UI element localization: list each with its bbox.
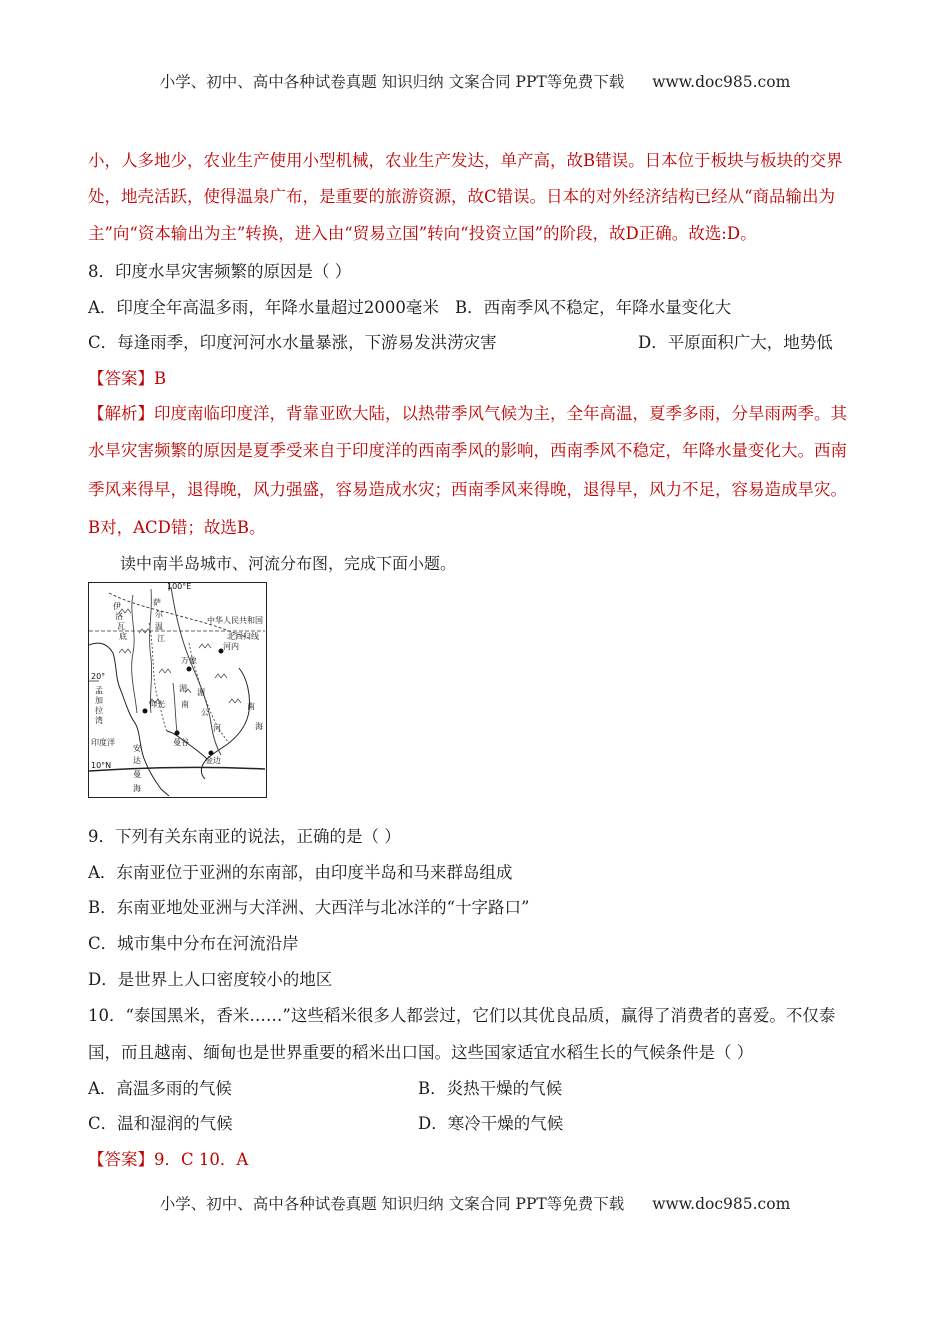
svg-text:洛: 洛 <box>115 612 123 621</box>
label-20n: 20° <box>91 672 106 681</box>
page-footer <box>0 1192 950 1214</box>
label-china: 中华人民共和国 <box>207 616 263 625</box>
city-yangon-marker <box>143 709 148 714</box>
q10-stem-line-2: 国，而且越南、缅甸也是世界重要的稻米出口国。这些国家适宜水稻生长的气候条件是（ ） <box>88 1043 754 1062</box>
q10-option-c: C．温和湿润的气候 <box>88 1114 233 1133</box>
svg-text:加: 加 <box>95 696 103 705</box>
answer-tag: 【答案】 <box>88 1150 154 1169</box>
svg-text:拉: 拉 <box>95 706 103 715</box>
analysis-text: 印度南临印度洋，背靠亚欧大陆，以热带季风气候为主，全年高温，夏季多雨，分旱雨两季。其 <box>154 404 847 423</box>
q10-option-b: B．炎热干燥的气候 <box>418 1079 563 1098</box>
city-phnompenh-marker <box>209 751 214 756</box>
q8-analysis-line-4: B对，ACD错；故选B。 <box>88 518 266 537</box>
label-yangon: 仰光 <box>149 700 165 709</box>
label-tropic: 北回归线 <box>227 632 259 641</box>
q9-stem: 9．下列有关东南亚的说法，正确的是（ ） <box>88 827 401 846</box>
label-bay-of-bengal <box>95 686 103 725</box>
svg-text:底: 底 <box>119 632 127 641</box>
indochina-map <box>88 582 267 798</box>
prev-analysis-line-3: 主”向“资本输出为主”转换，进入由“贸易立国”转向“投资立国”的阶段，故D正确。故选:D。 <box>88 224 757 243</box>
label-hanoi: 河内 <box>223 642 239 651</box>
map-graphic <box>89 583 265 796</box>
lat-10n <box>89 767 265 771</box>
label-indian-ocean: 印度洋 <box>91 738 115 747</box>
label-salween <box>153 597 165 643</box>
header-site: www.doc985.com <box>652 73 791 91</box>
svg-text:达: 达 <box>133 756 141 765</box>
header-text: 小学、初中、高中各种试卷真题 知识归纳 文案合同 PPT等免费下载 <box>159 73 625 91</box>
q9-option-c: C．城市集中分布在河流沿岸 <box>88 934 299 953</box>
map-intro: 读中南半岛城市、河流分布图，完成下面小题。 <box>120 554 457 573</box>
svg-text:海: 海 <box>133 784 141 793</box>
q8-analysis-line-2: 水旱灾害频繁的原因是夏季受来自于印度洋的西南季风的影响，西南季风不稳定，年降水量变化大。西南 <box>88 441 847 460</box>
svg-text:温: 温 <box>155 622 163 631</box>
svg-text:湾: 湾 <box>95 716 103 725</box>
q8-option-a: A．印度全年高温多雨，年降水量超过2000毫米 <box>88 298 439 317</box>
q9-option-b: B．东南亚地处亚洲与大洋洲、大西洋与北冰洋的“十字路口” <box>88 898 530 917</box>
salween-river <box>150 589 152 713</box>
chao-phraya-river <box>173 683 177 733</box>
label-phnompenh: 金边 <box>205 756 221 765</box>
q10-stem-line-1: 10．“泰国黑米，香米……”这些稻米很多人都尝过，它们以其优良品质，赢得了消费者的喜爱。不仅泰 <box>88 1006 836 1025</box>
answer-tag: 【答案】 <box>88 369 154 388</box>
label-chao-phraya <box>179 684 189 709</box>
city-vientiane-marker <box>187 667 192 672</box>
irrawaddy-river <box>132 595 137 713</box>
label-irrawaddy <box>113 601 127 641</box>
q8-stem: 8．印度水旱灾害频繁的原因是（ ） <box>88 262 352 281</box>
city-bangkok-marker <box>175 731 180 736</box>
label-100e: 100°E <box>167 583 192 591</box>
svg-text:湄: 湄 <box>179 684 187 693</box>
q9-option-a: A．东南亚位于亚洲的东南部，由印度半岛和马来群岛组成 <box>88 863 513 882</box>
svg-text:湄: 湄 <box>197 688 205 697</box>
analysis-tag: 【解析】 <box>88 404 154 423</box>
label-south-china-sea <box>247 701 263 731</box>
q8-option-b: B．西南季风不稳定，年降水量变化大 <box>455 298 732 317</box>
svg-text:孟: 孟 <box>95 686 103 695</box>
page-header <box>0 70 950 92</box>
answer-value: 9．C 10．A <box>154 1150 249 1169</box>
q8-analysis-line-1 <box>88 400 847 424</box>
q8-analysis-line-3: 季风来得早，退得晚，风力强盛，容易造成水灾；西南季风来得晚，退得早，风力不足，容易造成旱灾。 <box>88 480 847 499</box>
svg-text:尔: 尔 <box>155 610 163 619</box>
footer-text: 小学、初中、高中各种试卷真题 知识归纳 文案合同 PPT等免费下载 <box>159 1195 625 1213</box>
svg-text:江: 江 <box>157 634 165 643</box>
label-mekong <box>197 688 221 733</box>
prev-analysis-line-1: 小，人多地少，农业生产使用小型机械，农业生产发达，单产高，故B错误。日本位于板块与板块的交界 <box>88 151 843 170</box>
q10-option-a: A．高温多雨的气候 <box>88 1079 232 1098</box>
answer-value: B <box>154 369 167 388</box>
q8-option-d: D．平原面积广大，地势低 <box>638 333 833 352</box>
svg-text:南: 南 <box>181 700 189 709</box>
q9-option-d: D．是世界上人口密度较小的地区 <box>88 970 333 989</box>
label-bangkok: 曼谷 <box>173 738 189 747</box>
label-vientiane: 万象 <box>181 656 197 665</box>
svg-text:公: 公 <box>201 708 209 717</box>
label-10n: 10°N <box>91 761 112 770</box>
svg-text:伊: 伊 <box>113 602 121 611</box>
svg-text:瓦: 瓦 <box>117 622 125 631</box>
svg-text:南: 南 <box>247 702 255 711</box>
q10-option-d: D．寒冷干燥的气候 <box>418 1114 564 1133</box>
q9-10-answer <box>88 1146 248 1170</box>
svg-text:河: 河 <box>213 724 221 733</box>
svg-text:海: 海 <box>255 722 263 731</box>
q8-answer <box>88 365 166 389</box>
prev-analysis-line-2: 处，地壳活跃，使得温泉广布，是重要的旅游资源，故C错误。日本的对外经济结构已经从“商品输出为 <box>88 187 836 206</box>
svg-text:曼: 曼 <box>133 770 141 779</box>
svg-text:安: 安 <box>133 744 141 753</box>
q8-option-c: C．每逢雨季，印度河河水水量暴涨，下游易发洪涝灾害 <box>88 333 497 352</box>
svg-text:萨: 萨 <box>153 598 161 607</box>
footer-site: www.doc985.com <box>652 1195 791 1213</box>
